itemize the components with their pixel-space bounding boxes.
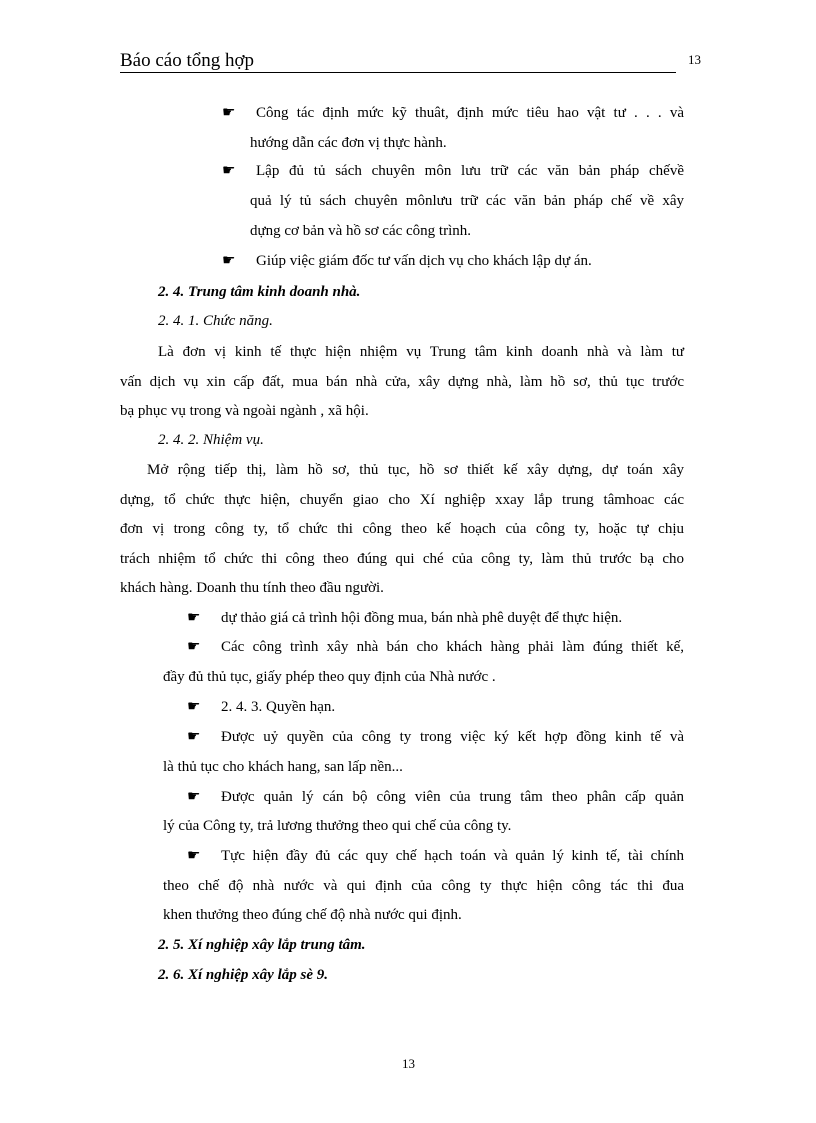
text-line: theo chế độ nhà nước và qui định của công ty thực hiện công tác thi đua xyxy=(163,878,684,894)
subsection-heading: 2. 4. 1. Chức năng. xyxy=(158,313,273,329)
bullet-item: ☛ 2. 4. 3. Quyền hạn. xyxy=(187,699,336,715)
text-line: dựng cơ bản và hồ sơ các công trình. xyxy=(250,223,472,239)
header-rule xyxy=(120,72,676,73)
text-line: đầy đủ thủ tục, giấy phép theo quy định của Nhà nước . xyxy=(163,669,496,685)
bullet-item: ☛ Công tác định mức kỹ thuât, định mức tiêu hao vật tư . . . và xyxy=(222,105,684,121)
bullet-item: ☛ Giúp việc giám đốc tư vấn dịch vụ cho khách lập dự án. xyxy=(222,253,592,269)
paragraph-line: Là đơn vị kinh tế thực hiện nhiệm vụ Trung tâm kinh doanh nhà và làm tư xyxy=(158,344,684,360)
section-heading: 2. 4. Trung tâm kinh doanh nhà. xyxy=(158,284,361,300)
pointing-hand-icon: ☛ xyxy=(187,729,201,745)
bullet-item: ☛ Được uỷ quyền của công ty trong việc ký kết hợp đồng kinh tế và xyxy=(187,729,684,745)
paragraph-line: bạ phục vụ trong và ngoài ngành , xã hội. xyxy=(120,403,369,419)
paragraph-line: đơn vị trong công ty, tổ chức thi công theo kế hoạch của công ty, hoặc tự chịu xyxy=(120,521,684,537)
footer-page-number: 13 xyxy=(402,1056,415,1071)
bullet-item: ☛ Các công trình xây nhà bán cho khách hàng phải làm đúng thiết kế, xyxy=(187,639,684,655)
header-page-number: 13 xyxy=(688,52,701,67)
pointing-hand-icon: ☛ xyxy=(222,253,236,269)
bullet-item: ☛ Tực hiện đầy đủ các quy chế hạch toán và quản lý kinh tế, tài chính xyxy=(187,848,684,864)
paragraph-line: dựng, tổ chức thực hiện, chuyển giao cho Xí nghiệp xxay lắp trung tâmhoac các xyxy=(120,492,684,508)
pointing-hand-icon: ☛ xyxy=(187,699,201,715)
header-title: Báo cáo tổng hợp xyxy=(120,50,255,71)
bullet-item: ☛ Được quản lý cán bộ công viên của trung tâm theo phân cấp quản xyxy=(187,789,684,805)
section-heading: 2. 6. Xí nghiệp xây lắp sè 9. xyxy=(158,967,329,983)
pointing-hand-icon: ☛ xyxy=(187,639,201,655)
pointing-hand-icon: ☛ xyxy=(187,789,201,805)
section-heading: 2. 5. Xí nghiệp xây lắp trung tâm. xyxy=(158,937,366,953)
text-line: khen thưởng theo đúng chế độ nhà nước qui định. xyxy=(163,907,462,923)
pointing-hand-icon: ☛ xyxy=(222,105,236,121)
text-line: hướng dẫn các đơn vị thực hành. xyxy=(250,135,447,151)
pointing-hand-icon: ☛ xyxy=(222,163,236,179)
subsection-heading: 2. 4. 2. Nhiệm vụ. xyxy=(158,432,264,448)
text-line: lý của Công ty, trả lương thưởng theo qui chế của công ty. xyxy=(163,818,512,834)
bullet-item: ☛ dự thảo giá cả trình hội đồng mua, bán nhà phê duyệt để thực hiện. xyxy=(187,610,623,626)
pointing-hand-icon: ☛ xyxy=(187,848,201,864)
text-line: quả lý tủ sách chuyên mônlưu trữ các văn bản pháp chế về xây xyxy=(250,193,684,209)
paragraph-line: trách nhiệm tổ chức thi công theo đúng qui ché của công ty, làm thủ trước bạ cho xyxy=(120,551,684,567)
text-line: là thủ tục cho khách hang, san lấp nền... xyxy=(163,759,403,775)
pointing-hand-icon: ☛ xyxy=(187,610,201,626)
bullet-item: ☛ Lập đủ tủ sách chuyên môn lưu trữ các văn bản pháp chếvề xyxy=(222,163,684,179)
paragraph-line: vấn dịch vụ xin cấp đất, mua bán nhà cửa, xây dựng nhà, làm hồ sơ, thủ tục trước xyxy=(120,374,684,390)
paragraph-line: Mở rộng tiếp thị, làm hồ sơ, thủ tục, hồ sơ thiết kế xây dựng, dự toán xây xyxy=(147,462,684,478)
paragraph-line: khách hàng. Doanh thu tính theo đầu người. xyxy=(120,580,384,596)
